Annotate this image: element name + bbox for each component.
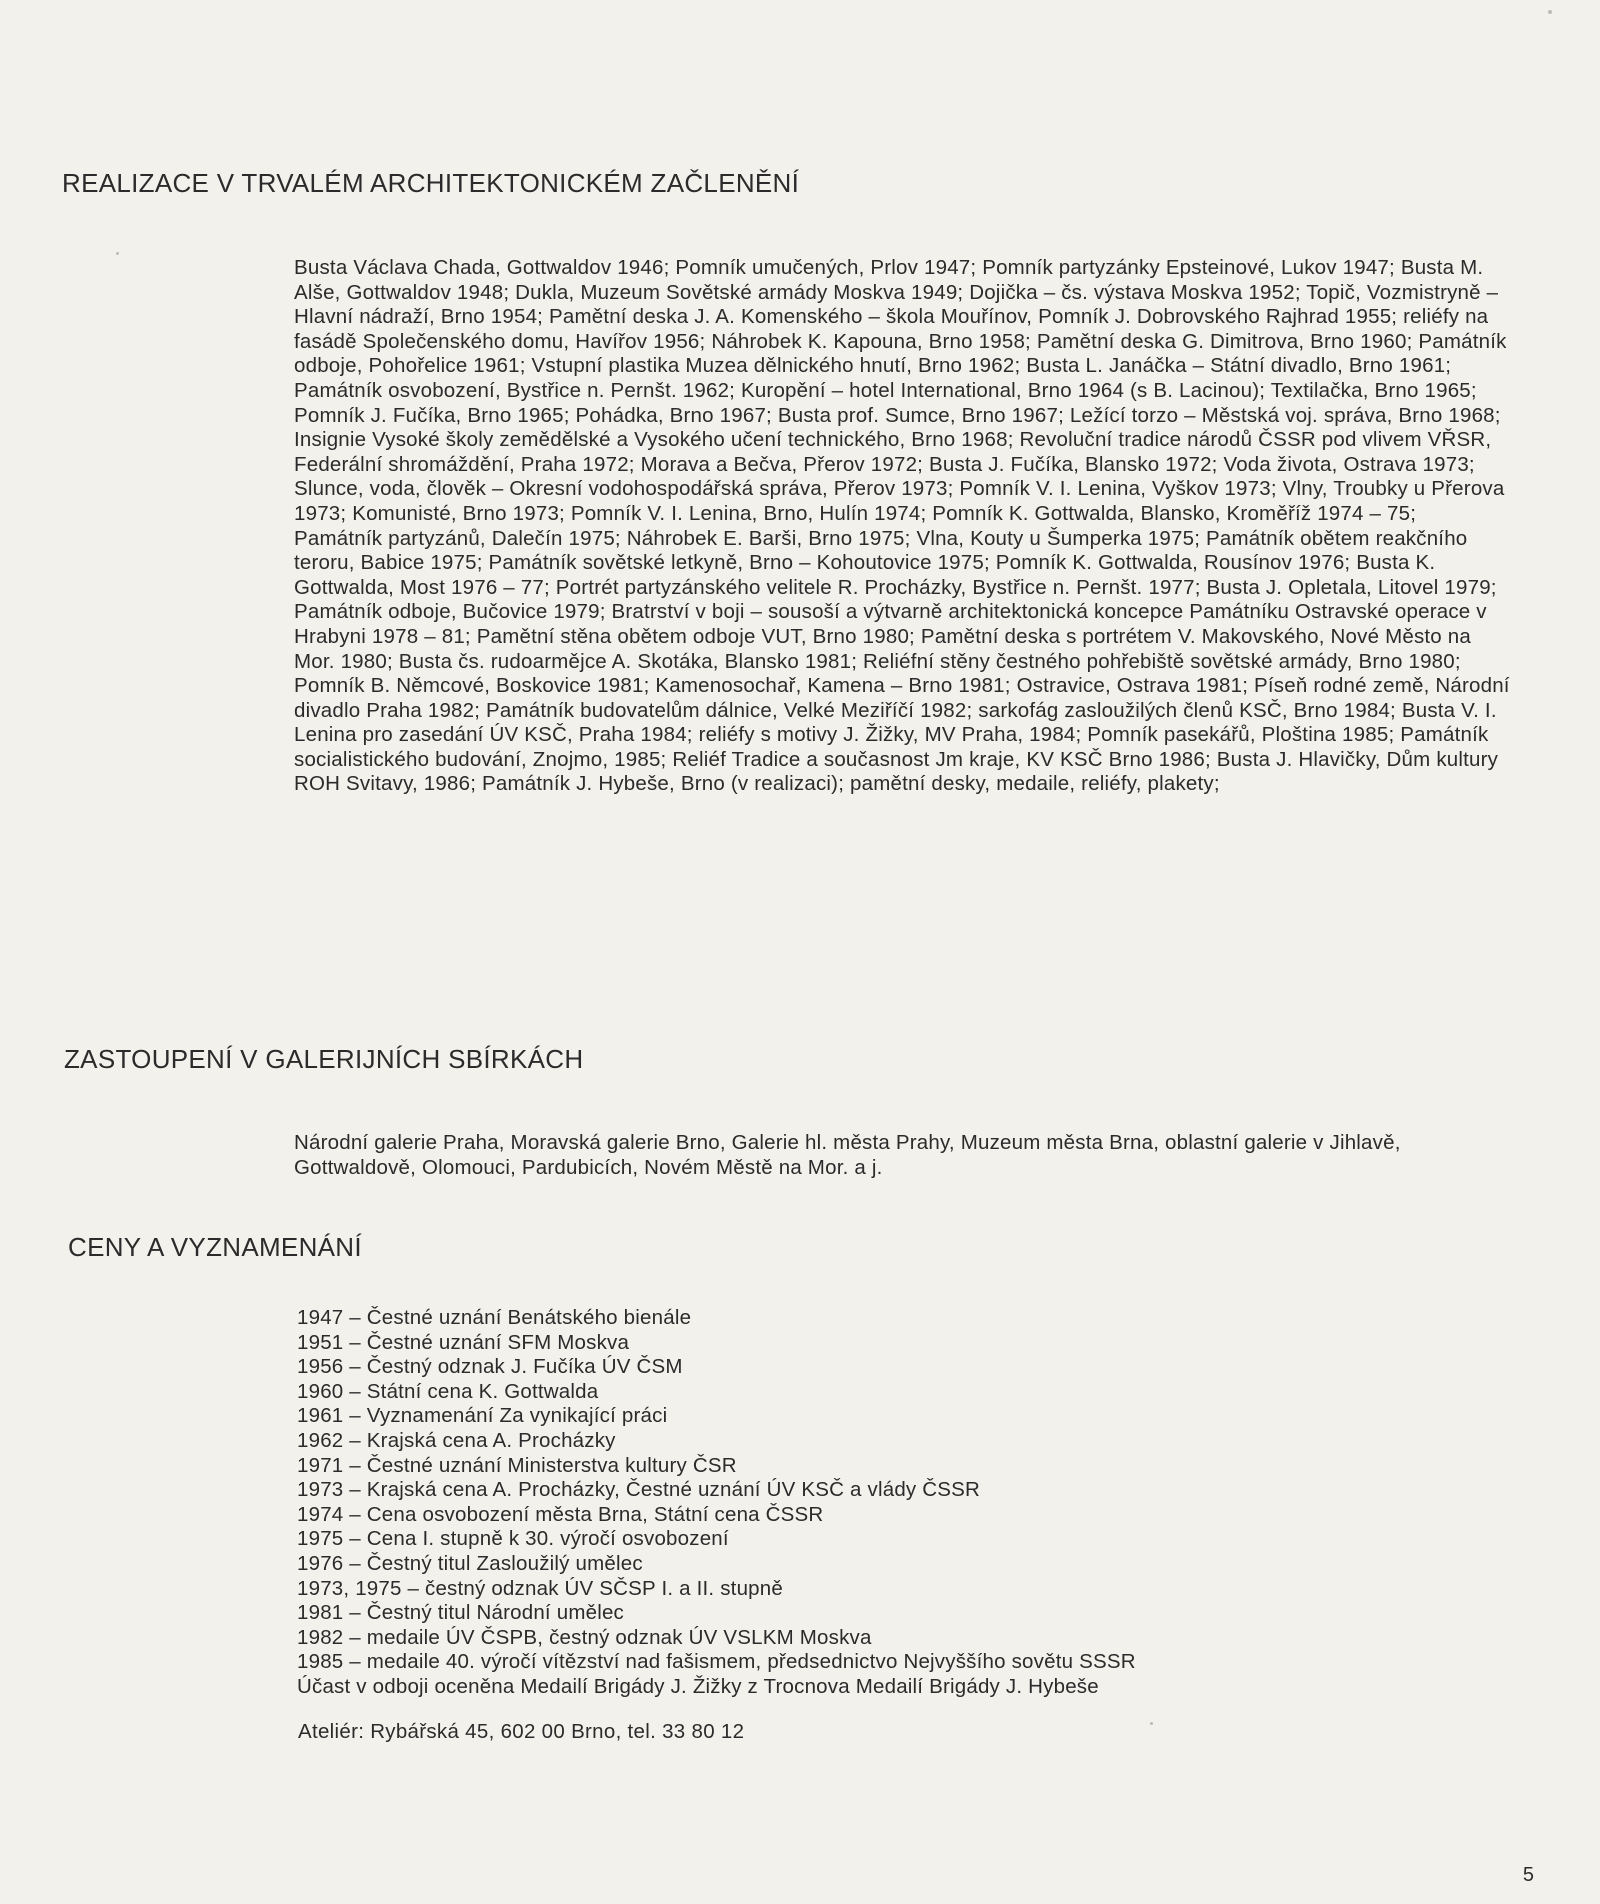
award-item: 1961 – Vyznamenání Za vynikající práci	[297, 1404, 668, 1428]
award-item: 1973, 1975 – čestný odznak ÚV SČSP I. a II. stupně	[297, 1576, 783, 1600]
award-item: 1951 – Čestné uznání SFM Moskva	[297, 1330, 630, 1354]
paper-speck	[116, 252, 119, 255]
section-heading-ceny: CENY A VYZNAMENÁNÍ	[68, 1232, 362, 1262]
award-item: 1960 – Státní cena K. Gottwalda	[297, 1379, 599, 1403]
award-item: 1956 – Čestný odznak J. Fučíka ÚV ČSM	[297, 1355, 683, 1379]
awards-list	[297, 1306, 1517, 1700]
paper-speck	[1150, 1722, 1153, 1725]
galerie-text: Národní galerie Praha, Moravská galerie Brno, Galerie hl. města Prahy, Muzeum města Brna, oblastní galerie v Jihlavě, Gottwaldově, Olomouci, Pardubicích, Novém Městě na Mor. a j.	[294, 1131, 1401, 1179]
page-number: 5	[1522, 1864, 1534, 1886]
realizace-text: Busta Václava Chada, Gottwaldov 1946; Pomník umučených, Prlov 1947; Pomník partyzánky Epsteinové, Lukov 1947; Busta M. Alše, Gottwaldov 1948; Dukla, Muzeum Sovětské armády Moskva 1949; Dojička – čs. výstava Moskva 1952; Topič, Vozmistryně – Hlavní nádraží, Brno 1954; Pamětní deska J. A. Komenského – škola Mouřínov, Pomník J. Dobrovského Rajhrad 1955; reliéfy na fasádě Společenského domu, Havířov 1956; Náhrobek K. Kapouna, Brno 1958; Pamětní deska G. Dimitrova, Brno 1960; Památník odboje, Pohořelice 1961; Vstupní plastika Muzea dělnického hnutí, Brno 1962; Busta L. Janáčka – Státní divadlo, Brno 1961; Památník osvobození, Bystřice n. Pernšt. 1962; Kuropění – hotel International, Brno 1964 (s B. Lacinou); Textilačka, Brno 1965; Pomník J. Fučíka, Brno 1965; Pohádka, Brno 1967; Busta prof. Sumce, Brno 1967; Ležící torzo – Městská voj. správa, Brno 1968; Insignie Vysoké školy zemědělské a Vysokého učení technického, Brno 1968; Revoluční tradice národů ČSSR pod vlivem VŘSR, Federální shromáždění, Praha 1972; Morava a Bečva, Přerov 1972; Busta J. Fučíka, Blansko 1972; Voda života, Ostrava 1973; Slunce, voda, člověk – Okresní vodohospodářská správa, Přerov 1973; Pomník V. I. Lenina, Vyškov 1973; Vlny, Troubky u Přerova 1973; Komunisté, Brno 1973; Pomník V. I. Lenina, Brno, Hulín 1974; Pomník K. Gottwalda, Blansko, Kroměříž 1974 – 75; Památník partyzánů, Dalečín 1975; Náhrobek E. Barši, Brno 1975; Vlna, Kouty u Šumperka 1975; Památník obětem reakčního teroru, Babice 1975; Památník sovětské letkyně, Brno – Kohoutovice 1975; Pomník K. Gottwalda, Rousínov 1976; Busta K. Gottwalda, Most 1976 – 77; Portrét partyzánského velitele R. Procházky, Bystřice n. Pernšt. 1977; Busta J. Opletala, Litovel 1979; Památník odboje, Bučovice 1979; Bratrství v boji – sousoší a výtvarně architektonická koncepce Památníku Ostravské operace v Hrabyni 1978 – 81; Pamětní stěna obětem odboje VUT, Brno 1980; Pamětní deska s portrétem V. Makovského, Nové Město na Mor. 1980; Busta čs. rudoarmějce A. Skotáka, Blansko 1981; Reliéfní stěny čestného pohřebiště sovětské armády, Brno 1980; Pomník B. Němcové, Boskovice 1981; Kamenosochař, Kamena – Brno 1981; Ostravice, Ostrava 1981; Píseň rodné země, Národní divadlo Praha 1982; Památník budovatelům dálnice, Velké Meziříčí 1982; sarkofág zasloužilých členů KSČ, Brno 1984; Busta V. I. Lenina pro zasedání ÚV KSČ, Praha 1984; reliéfy s motivy J. Žižky, MV Praha, 1984; Pomník pasekářů, Ploština 1985; Památník socialistického budování, Znojmo, 1985; Reliéf Tradice a současnost Jm kraje, KV KSČ Brno 1986; Busta J. Hlavičky, Dům kultury ROH Svitavy, 1986; Památník J. Hybeše, Brno (v realizaci); pamětní desky, medaile, reliéfy, plakety;	[294, 256, 1510, 796]
award-item: 1985 – medaile 40. výročí vítězství nad fašismem, předsednictvo Nejvyššího sovětu SSSR	[297, 1650, 1136, 1674]
award-item: 1976 – Čestný titul Zasloužilý umělec	[297, 1551, 643, 1575]
paper-speck	[1548, 10, 1552, 14]
award-item: 1971 – Čestné uznání Ministerstva kultury ČSR	[297, 1453, 737, 1477]
section-heading-galerie: ZASTOUPENÍ V GALERIJNÍCH SBÍRKÁCH	[64, 1044, 584, 1074]
atelier-address: Ateliér: Rybářská 45, 602 00 Brno, tel. 33 80 12	[298, 1720, 745, 1743]
award-item: 1974 – Cena osvobození města Brna, Státní cena ČSSR	[297, 1502, 824, 1526]
award-item: 1981 – Čestný titul Národní umělec	[297, 1601, 625, 1625]
section-heading-realizace: REALIZACE V TRVALÉM ARCHITEKTONICKÉM ZAČLENĚNÍ	[62, 168, 800, 198]
award-item: 1975 – Cena I. stupně k 30. výročí osvobození	[297, 1527, 729, 1551]
award-item: 1962 – Krajská cena A. Procházky	[297, 1428, 616, 1452]
award-item: 1982 – medaile ÚV ČSPB, čestný odznak ÚV VSLKM Moskva	[297, 1625, 872, 1649]
award-item: 1947 – Čestné uznání Benátského bienále	[297, 1306, 692, 1329]
award-item: 1973 – Krajská cena A. Procházky, Čestné uznání ÚV KSČ a vlády ČSSR	[297, 1478, 981, 1502]
award-item: Účast v odboji oceněna Medailí Brigády J. Žižky z Trocnova Medailí Brigády J. Hybeše	[297, 1674, 1099, 1698]
